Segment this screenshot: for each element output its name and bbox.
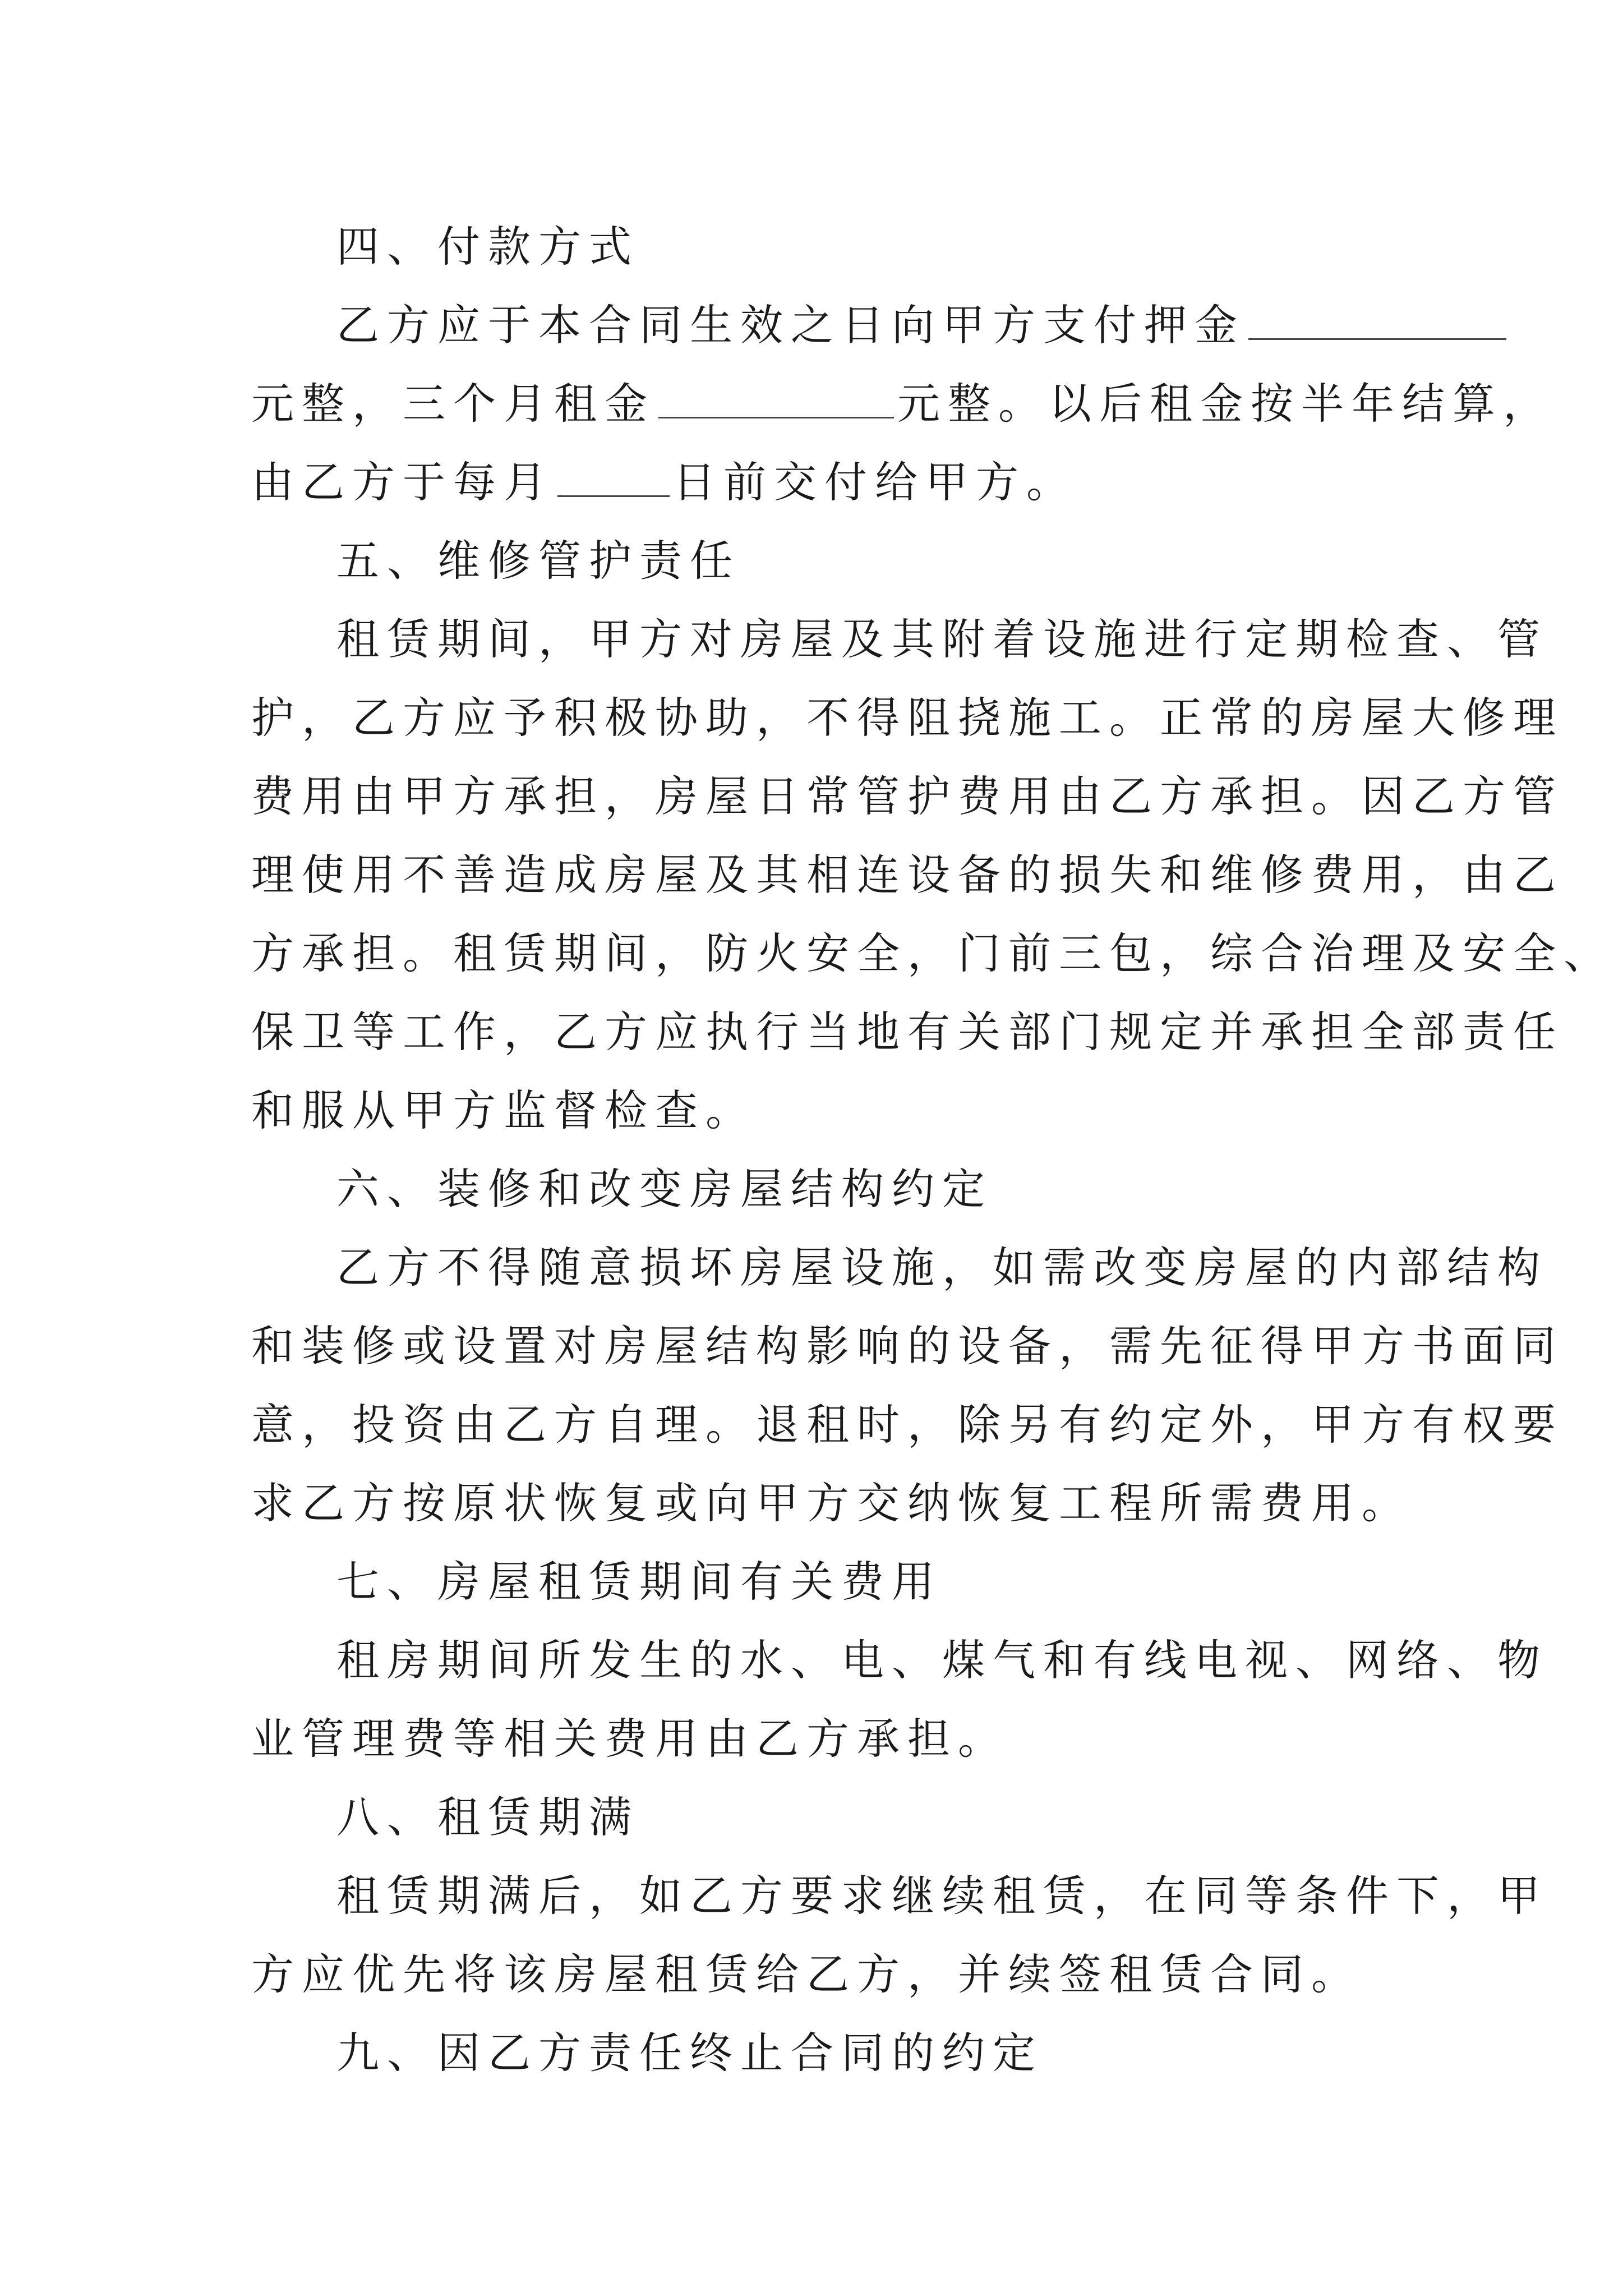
- paragraph-line: 求乙方按原状恢复或向甲方交纳恢复工程所需费用。: [251, 1478, 1412, 1528]
- paragraph-line: 费用由甲方承担，房屋日常管护费用由乙方承担。因乙方管: [251, 771, 1564, 821]
- paragraph-line: 租赁期满后，如乙方要求继续租赁，在同等条件下，甲: [336, 1871, 1548, 1921]
- paragraph-line: 方承担。租赁期间，防火安全，门前三包，综合治理及安全、: [251, 928, 1614, 978]
- payment-day-blank: [557, 453, 670, 497]
- paragraph-line: 租房期间所发生的水、电、煤气和有线电视、网络、物: [336, 1635, 1548, 1685]
- paragraph-line: 意，投资由乙方自理。退租时，除另有约定外，甲方有权要: [251, 1400, 1564, 1450]
- paragraph-line: [251, 286, 1395, 365]
- paragraph-line: 业管理费等相关费用由乙方承担。: [251, 1714, 1008, 1764]
- section-heading: 四、付款方式: [336, 222, 639, 272]
- paragraph-line: 方应优先将该房屋租赁给乙方，并续签租赁合同。: [251, 1949, 1362, 1999]
- paragraph-line: 理使用不善造成房屋及其相连设备的损失和维修费用，由乙: [251, 850, 1564, 900]
- section-heading: 六、装修和改变房屋结构约定: [336, 1164, 993, 1214]
- section-heading: 九、因乙方责任终止合同的约定: [336, 2028, 1043, 2078]
- section-heading: 八、租赁期满: [336, 1792, 639, 1842]
- paragraph-line: 租赁期间，甲方对房屋及其附着设施进行定期检查、管: [336, 614, 1548, 664]
- section-heading: 五、维修管护责任: [336, 536, 740, 586]
- deposit-blank: [1248, 296, 1506, 340]
- paragraph-text: 由乙方于每月: [251, 457, 554, 507]
- paragraph-line: [251, 443, 1395, 522]
- document-body: [251, 208, 1614, 2092]
- paragraph-line: [251, 365, 1553, 443]
- paragraph-text: 元整。以后租金按半年结算，: [897, 379, 1553, 429]
- section-heading: 七、房屋租赁期间有关费用: [336, 1557, 942, 1607]
- paragraph-line: 保卫等工作，乙方应执行当地有关部门规定并承担全部责任: [251, 1007, 1564, 1057]
- paragraph-text: 元整，三个月租金: [251, 379, 655, 429]
- paragraph-line: 和装修或设置对房屋结构影响的设备，需先征得甲方书面同: [251, 1321, 1564, 1371]
- paragraph-text: 乙方应于本合同生效之日向甲方支付押金: [336, 300, 1245, 350]
- paragraph-line: 护，乙方应予积极协助，不得阻挠施工。正常的房屋大修理: [251, 693, 1564, 743]
- paragraph-line: 乙方不得随意损坏房屋设施，如需改变房屋的内部结构: [336, 1243, 1548, 1292]
- rent-blank: [658, 374, 894, 418]
- paragraph-line: 和服从甲方监督检查。: [251, 1085, 756, 1135]
- paragraph-text: 日前交付给甲方。: [673, 457, 1077, 507]
